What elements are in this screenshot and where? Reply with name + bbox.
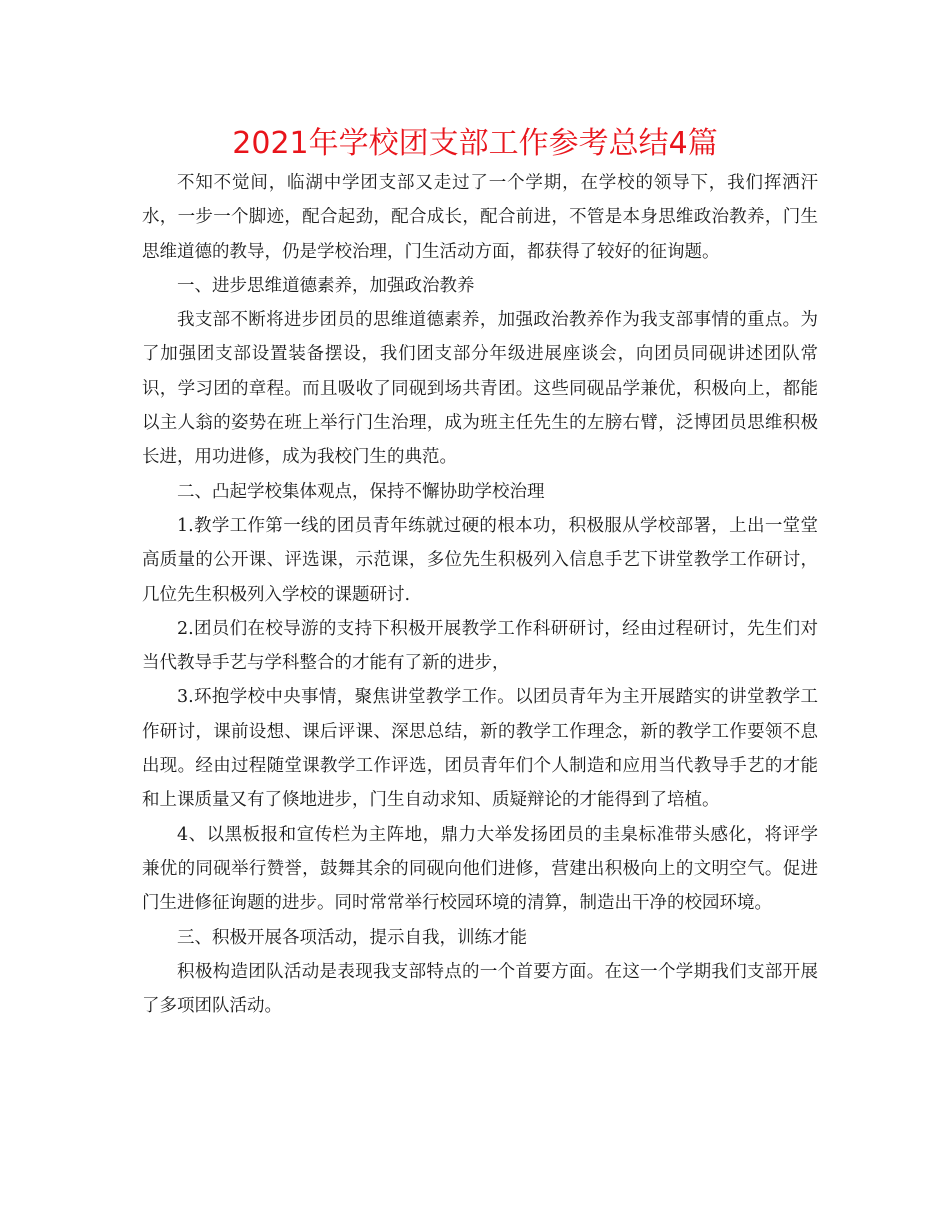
paragraph: 4、以黑板报和宣传栏为主阵地，鼎力大举发扬团员的圭臬标准带头感化，将评学兼优的同砚举行赞誉，鼓舞其余的同砚向他们进修，营建出积极向上的文明空气。促进门生进修征询题的进步。同时常常举行校园环境的清算，制造出干净的校园环境。 xyxy=(142,824,818,914)
section-heading: 三、积极开展各项活动，提示自我，训练才能 xyxy=(177,927,527,948)
section-heading: 二、凸起学校集体观点，保持不懈协助学校治理 xyxy=(177,481,545,502)
paragraph: 不知不觉间，临湖中学团支部又走过了一个学期，在学校的领导下，我们挥洒汗水，一步一个脚迹，配合起劲，配合成长，配合前进，不管是本身思维政治教养，门生思维道德的教导，仍是学校治理，门生活动方面，都获得了较好的征询题。 xyxy=(142,173,818,262)
paragraph: 我支部不断将进步团员的思维道德素养，加强政治教养作为我支部事情的重点。为了加强团支部设置装备摆设，我们团支部分年级进展座谈会，向团员同砚讲述团队常识，学习团的章程。而且吸收了同砚到场共青团。这些同砚品学兼优，积极向上，都能以主人翁的姿势在班上举行门生治理，成为班主任先生的左膀右臂，泛博团员思维积极长进，用功进修，成为我校门生的典范。 xyxy=(142,310,818,468)
document-body xyxy=(142,166,818,1023)
document-title: 2021年学校团支部工作参考总结4篇 xyxy=(232,126,718,161)
section-heading: 一、进步思维道德素养，加强政治教养 xyxy=(177,275,475,296)
paragraph: 1.教学工作第一线的团员青年练就过硬的根本功，积极服从学校部署，上出一堂堂高质量的公开课、评选课，示范课，多位先生积极列入信息手艺下讲堂教学工作研讨，几位先生积极列入学校的课题研讨. xyxy=(142,515,818,605)
paragraph: 2.团员们在校导游的支持下积极开展教学工作科研研讨，经由过程研讨，先生们对当代教导手艺与学科整合的才能有了新的进步， xyxy=(142,618,818,674)
paragraph: 积极构造团队活动是表现我支部特点的一个首要方面。在这一个学期我们支部开展了多项团队活动。 xyxy=(142,961,818,1017)
paragraph: 3.环抱学校中央事情，聚焦讲堂教学工作。以团员青年为主开展踏实的讲堂教学工作研讨，课前设想、课后评课、深思总结，新的教学工作理念，新的教学工作要领不息出现。经由过程随堂课教学工作评选，团员青年们个人制造和应用当代教导手艺的才能和上课质量又有了倏地进步，门生自动求知、质疑辩论的才能得到了培植。 xyxy=(142,687,818,811)
